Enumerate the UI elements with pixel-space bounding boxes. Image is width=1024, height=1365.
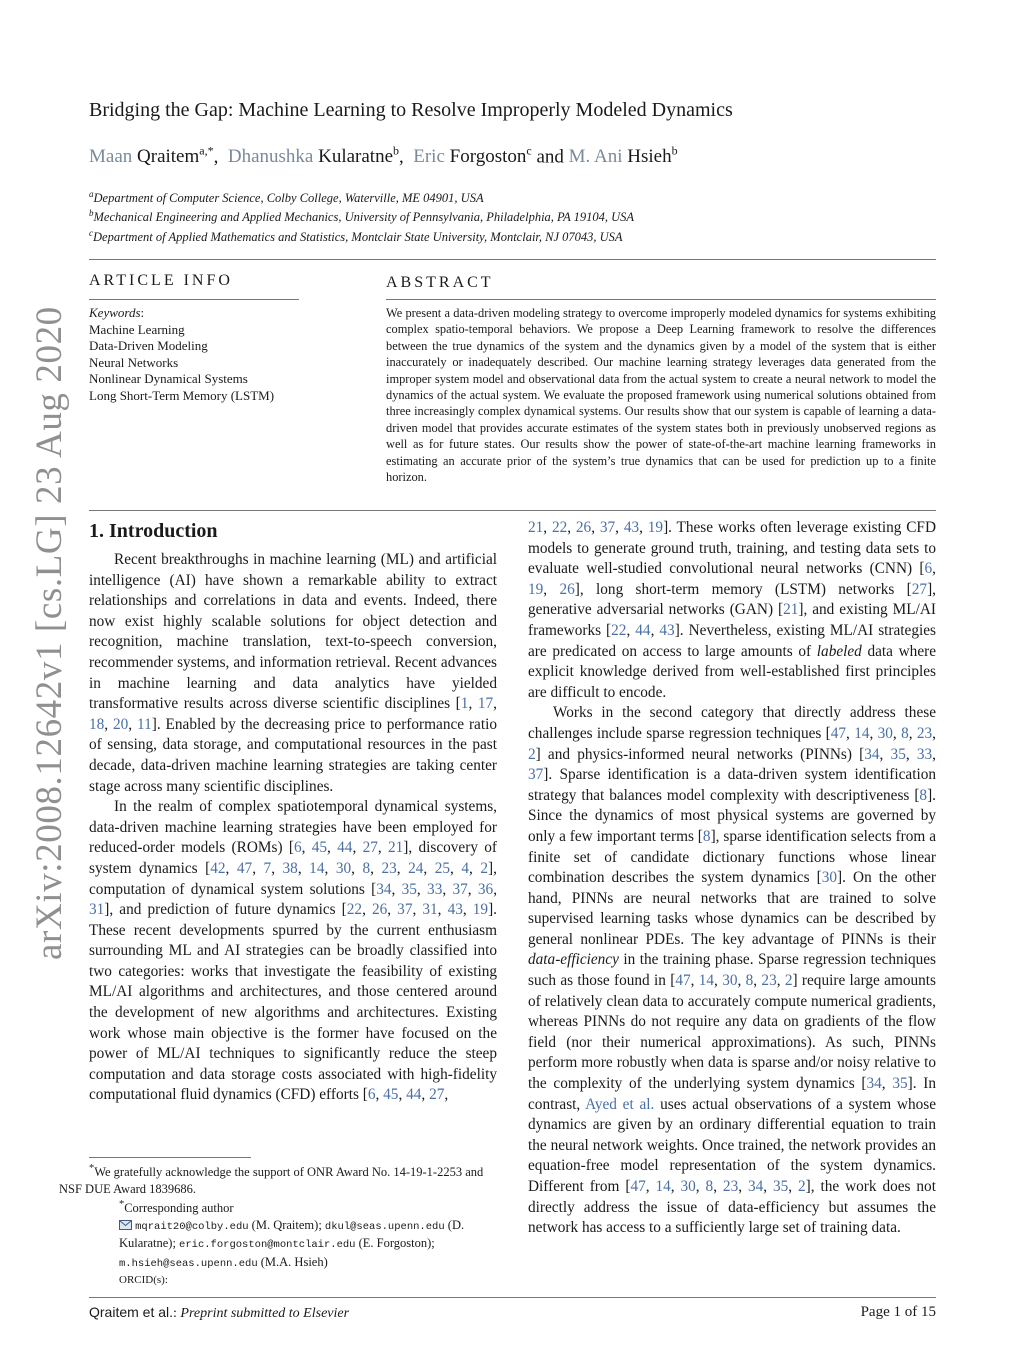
body-text: ,	[104, 715, 113, 733]
body-text: ,	[462, 901, 473, 919]
citation-link[interactable]: 26	[575, 519, 592, 536]
body-text: ,	[493, 880, 498, 898]
citation-link[interactable]: 35	[401, 880, 417, 898]
body-text: ,	[391, 880, 402, 898]
citation-link[interactable]: 27	[911, 580, 928, 598]
citation-link[interactable]: 44	[635, 621, 651, 639]
body-text: ,	[352, 839, 363, 857]
body-text: ,	[416, 880, 428, 898]
body-text: ]. Sparse identification is a data-driven system identification strategy that balances model complexity with descriptiveness [	[528, 766, 936, 804]
citation-link[interactable]: 1	[460, 695, 469, 713]
body-text: ,	[695, 1178, 706, 1195]
body-text: ], computation of dynamical system solutions [	[89, 859, 497, 898]
body-text: ,	[905, 745, 917, 763]
body-text: ,	[375, 1086, 384, 1104]
citation-link[interactable]: 6	[293, 839, 302, 857]
body-text: ,	[650, 621, 660, 639]
orcid-label: ORCID(s):	[119, 1274, 168, 1287]
body-text: ,	[493, 695, 497, 713]
citation-link[interactable]: 43	[623, 519, 640, 536]
citation-link[interactable]: 36	[477, 880, 494, 898]
body-text: ,	[881, 1075, 893, 1093]
email-link[interactable]: m.hsieh@seas.upenn.edu	[119, 1257, 258, 1270]
left-column-body	[89, 550, 497, 1106]
citation-link[interactable]: 47	[830, 724, 847, 742]
citation-link[interactable]: 2	[528, 745, 536, 763]
citation-link[interactable]: 33	[427, 880, 443, 898]
body-text: ,	[396, 859, 409, 877]
body-text: ,	[908, 724, 917, 742]
paper-title: Bridging the Gap: Machine Learning to Resolve Improperly Modeled Dynamics	[89, 99, 733, 121]
body-text: ], long short-term memory (LSTM) networks [	[574, 580, 912, 598]
body-text: ,	[437, 901, 448, 919]
citation-link[interactable]: 23	[381, 859, 397, 877]
body-text: uses actual observations of a system whose dynamics are given by an ordinary differential equation to train the neural network weights. Once trained, the network provides an equation-free model representation of the system dynamics. Different from [	[528, 1095, 937, 1195]
affiliation-c: $^c$Department of Applied Mathematics and Statistics, Montclair State University, Montclair, NJ 07043, USA	[89, 228, 623, 245]
body-text: ,	[737, 972, 746, 990]
citation-link[interactable]: 6	[367, 1086, 376, 1104]
body-text: ]. On the other hand, PINNs are neural networks that are trained to solve supervised learning tasks whose dynamics can be described by general nonlinear PDEs. The key advantage of PINNs is their	[528, 869, 936, 948]
body-text: ]. In contrast,	[528, 1075, 936, 1113]
right-column-body	[528, 518, 936, 1239]
body-text: ,	[467, 880, 478, 898]
citation-link[interactable]: 34	[747, 1178, 764, 1195]
body-paragraph	[528, 518, 936, 703]
citation-link[interactable]: 14	[698, 972, 715, 990]
citation-link[interactable]: 19	[528, 580, 544, 598]
body-text: ,	[301, 839, 312, 857]
citation-link[interactable]: 34	[864, 745, 880, 763]
citation-link[interactable]: 43	[659, 621, 675, 639]
citation-link[interactable]: 19	[472, 901, 489, 919]
body-text: ] require large amounts of relatively clean data to accurately compute numerical gradients, whereas PINNs do not require any data on gradients of the flow field (nor their numerical approximations). As such, PINNs perform more robustly when data is sparse and/or noisy relative to the complexity of the underlying system dynamics [	[528, 972, 936, 1093]
citation-link[interactable]: 27	[429, 1086, 445, 1104]
acknowledgement-footnote: *We gratefully acknowledge the support of ONR Award No. 14-19-1-2253 and NSF DUE Award 1839686.	[59, 1163, 484, 1196]
citation-link[interactable]: 21	[387, 839, 404, 857]
citation-link[interactable]: 22	[551, 519, 568, 536]
footnote-rule	[89, 1157, 251, 1158]
body-text: ,	[469, 859, 481, 877]
body-text: ,	[442, 880, 453, 898]
citation-link[interactable]: 35	[892, 1075, 908, 1093]
citation-link[interactable]: 24	[408, 859, 424, 877]
body-text: ]. These recent developments spurred by the current enthusiasm surrounding ML and AI strategies can be broadly classified into two categories: works that investigate the feasibility of existing ML/AI algorithms and architectures, and those centered around the development of new algorithms and architectures. Existing work whose main objective is the former have focused on the power of ML/AI techniques to significantly reduce the steep computation and data storage costs associated with high-fidelity computational fluid dynamics (CFD) efforts [	[89, 901, 497, 1104]
citation-link[interactable]: 22	[346, 901, 363, 919]
citation-link[interactable]: 4	[461, 859, 470, 877]
body-text: ,	[128, 715, 137, 733]
citation-link[interactable]: 44	[337, 839, 353, 857]
body-text: ,	[932, 560, 936, 578]
citation-link[interactable]: 23	[916, 724, 933, 742]
keywords-label: Keywords	[89, 305, 141, 320]
body-text: ,	[370, 859, 382, 877]
body-text: ,	[714, 972, 723, 990]
author-4[interactable]: M. Ani Hsieh$^b$	[568, 144, 678, 168]
body-text: ,	[271, 859, 283, 877]
body-text: ,	[626, 621, 636, 639]
body-text: ,	[327, 839, 338, 857]
citation-link[interactable]: 14	[655, 1178, 671, 1195]
keyword-item: Nonlinear Dynamical Systems	[89, 371, 248, 386]
author-3[interactable]: Eric Forgoston$^c$	[413, 144, 532, 168]
citation-link[interactable]: 21	[783, 601, 799, 619]
citation-link[interactable]: 38	[282, 859, 298, 877]
citation-link[interactable]: 26	[371, 901, 388, 919]
body-text: ,	[753, 972, 762, 990]
body-text: ]. Nevertheless, existing ML/AI strategies are predicated on access to large amounts of	[528, 621, 936, 660]
citation-link[interactable]: 19	[647, 519, 664, 536]
body-text: ,	[543, 519, 552, 536]
footer-running-head: Qraitem et al.: Preprint submitted to Elsevier	[89, 1304, 350, 1321]
abstract-text: We present a data-driven modeling strategy to overcome improperly modeled dynamics for systems exhibiting complex spatio-temporal behaviors. We propose a Deep Learning framework to resolve the differences between the true dynamics of the system and the dynamics given by a model of the system that is either inaccurately or inadequately described. Our machine learning strategy leverages data generated from the improper system model and observational data from the actual system to create a neural network to model the dynamics of the actual system. We evaluate the proposed framework using numerical solutions obtained from three increasingly complex dynamical systems. Our results show that our system is capable of learning a data-driven model that provides accurate estimates of the system states both in previously unobserved regions as well as for future states. Our results show the power of state-of-the-art machine learning frameworks in estimating an accurate prior of the system’s true dynamics that can be used for prediction up to a finite horizon.	[386, 306, 936, 485]
body-text: ], and existing ML/AI frameworks [	[528, 601, 936, 639]
body-text: ,	[252, 859, 264, 877]
citation-link[interactable]: 8	[745, 972, 754, 990]
footnotes	[59, 1161, 499, 1289]
author-1[interactable]: Maan Qraitem$^{a,*}$	[89, 144, 214, 168]
citation-link[interactable]: 33	[916, 745, 933, 763]
footer-rule	[89, 1297, 936, 1298]
arxiv-side-stamp: arXiv:2008.12642v1 [cs.LG] 23 Aug 2020	[29, 306, 70, 960]
body-text: ,	[892, 724, 902, 742]
citation-link[interactable]: 30	[335, 859, 352, 877]
body-text: ,	[738, 1178, 748, 1195]
citation-link[interactable]: 30	[821, 869, 838, 887]
body-text: ]. These works often leverage existing CFD models to generate ground truth, training, and testing data sets to evaluate well-studied convolutional neural networks (CNN) [	[528, 519, 936, 578]
corresponding-author-footnote: *Corresponding author	[119, 1199, 234, 1216]
email-footnote: mqrait20@colby.edu (M. Qraitem); dkul@seas.upenn.edu (D. Kularatne); eric.forgoston@montclair.edu (E. Forgoston); m.hsieh@seas.upenn.edu (M.A. Hsieh)	[119, 1217, 465, 1270]
citation-link[interactable]: 30	[680, 1178, 696, 1195]
citation-link[interactable]: 23	[761, 972, 777, 990]
body-text: ,	[713, 1178, 723, 1195]
body-text: ,	[468, 695, 478, 713]
body-text: ,	[324, 859, 336, 877]
body-text: ,	[567, 519, 576, 536]
citation-link[interactable]: 45	[383, 1086, 399, 1104]
body-text: ], and prediction of future dynamics [	[104, 901, 347, 919]
body-text: ,	[639, 519, 648, 536]
article-info-heading: ARTICLE INFO	[89, 272, 233, 289]
citation-link[interactable]: 34	[376, 880, 392, 898]
email-link[interactable]: mqrait20@colby.edu	[135, 1220, 249, 1233]
body-text: ,	[450, 859, 462, 877]
body-text: ,	[645, 1178, 656, 1195]
citation-link[interactable]: 23	[722, 1178, 739, 1195]
header-divider	[89, 259, 936, 260]
citation-link[interactable]: 26	[559, 580, 575, 598]
citation-link[interactable]: 34	[866, 1075, 882, 1093]
citation-link[interactable]: 8	[919, 786, 928, 804]
citation-link[interactable]: 17	[477, 695, 494, 713]
citation-link[interactable]: 18	[89, 715, 105, 733]
citation-link[interactable]: Ayed et al.	[585, 1095, 655, 1113]
citation-link[interactable]: 7	[263, 859, 272, 877]
citation-link[interactable]: 6	[924, 560, 933, 578]
keyword-item: Long Short-Term Memory (LSTM)	[89, 387, 275, 403]
body-text: ,	[690, 972, 699, 990]
citation-link[interactable]: 37	[452, 880, 468, 898]
article-info-rule	[89, 299, 299, 300]
body-text: ,	[879, 745, 891, 763]
body-text: ,	[421, 1086, 430, 1104]
body-text: ,	[225, 859, 237, 877]
abstract-rule	[386, 299, 936, 300]
citation-link[interactable]: 42	[210, 859, 226, 877]
body-text: ,	[763, 1178, 773, 1195]
citation-link[interactable]: 11	[137, 715, 152, 733]
body-text: ,	[776, 972, 785, 990]
email-link[interactable]: dkul@seas.upenn.edu	[324, 1220, 445, 1233]
body-text: In the realm of complex spatiotemporal dynamical systems, data-driven machine learning strategies have been employed for reduced-order models (ROMs) [	[89, 798, 497, 857]
citation-link[interactable]: 8	[705, 1178, 714, 1195]
citation-link[interactable]: 31	[422, 901, 438, 919]
body-text: ,	[869, 724, 878, 742]
body-text: ,	[423, 859, 435, 877]
citation-link[interactable]: 14	[854, 724, 870, 742]
body-text: ]. Enabled by the decreasing price to performance ratio of sensing, data storage, and computational resources in the past decade, data-driven machine learning strategies are taking center stage across many scientific disciplines.	[89, 715, 497, 795]
citation-link[interactable]: 47	[675, 972, 691, 990]
section-heading-introduction: 1. Introduction	[89, 520, 218, 542]
author-list: Maan Qraitem$^{a,*}$, Dhanushka Kularatne$^b$, Eric Forgoston$^c$ and M. Ani Hsieh$^b$	[89, 144, 678, 168]
body-text: ,	[351, 859, 363, 877]
body-text: data where explicit knowledge derived from well-established first principles are difficult to encode.	[528, 642, 936, 701]
citation-link[interactable]: 47	[630, 1178, 646, 1195]
body-text: ,	[362, 901, 372, 919]
citation-link[interactable]: 8	[702, 827, 711, 845]
body-text: Recent breakthroughs in machine learning (ML) and artificial intelligence (AI) have shown a remarkable ability to extract relationships and correlations in data and events. Indeed, there now exist highly scalable solutions for object detection and recognition, machine translation, text-to-speech conversion, recommender systems, and information retrieval. Recent advances in machine learning and data analytics have yielded transformative results across diverse scientific disciplines [	[89, 551, 497, 713]
body-text: ,	[377, 839, 388, 857]
citation-link[interactable]: 22	[611, 621, 627, 639]
citation-link[interactable]: 2	[480, 859, 489, 877]
citation-link[interactable]: 27	[362, 839, 378, 857]
body-text: Works in the second category that directly address these challenges include sparse regression techniques [	[528, 704, 936, 742]
citation-link[interactable]: 2	[798, 1178, 806, 1195]
citation-link[interactable]: 43	[447, 901, 463, 919]
keyword-item: Neural Networks	[89, 354, 179, 370]
citation-link[interactable]: 37	[397, 901, 413, 919]
body-text: ,	[444, 1086, 449, 1104]
body-text: ,	[591, 519, 600, 536]
citation-link[interactable]: 30	[877, 724, 893, 742]
citation-link[interactable]: 2	[784, 972, 793, 990]
body-text: ,	[932, 724, 936, 742]
affiliation-b: $^b$Mechanical Engineering and Applied Mechanics, University of Pennsylvania, Philadelphia, PA 19104, USA	[89, 208, 635, 225]
body-text: ,	[387, 901, 398, 919]
body-text: ], discovery of system dynamics [	[89, 839, 497, 877]
body-text: ,	[297, 859, 310, 877]
body-text: ], sparse identification selects from a finite set of candidate dictionary functions whose linear combination describes the system dynamics [	[528, 827, 936, 887]
body-text: ,	[788, 1178, 799, 1195]
body-text: ,	[412, 901, 423, 919]
page-number: Page 1 of 15	[860, 1304, 936, 1320]
citation-link[interactable]: 8	[901, 724, 909, 742]
body-text: ] and physics-informed neural networks (PINNs) [	[535, 745, 865, 763]
body-text: ], the work does not directly address the issue of data-efficiency but assumes the network has access to a sufficiently large set of training data.	[528, 1178, 936, 1237]
abstract-bottom-divider	[89, 510, 936, 511]
body-text: ], generative adversarial networks (GAN) [	[528, 580, 936, 619]
abstract-heading: ABSTRACT	[386, 274, 494, 291]
citation-link[interactable]: 31	[89, 901, 105, 919]
citation-link[interactable]: 14	[309, 859, 325, 877]
body-paragraph	[89, 550, 497, 797]
email-link[interactable]: eric.forgoston@montclair.edu	[179, 1239, 356, 1252]
citation-link[interactable]: 35	[772, 1178, 789, 1195]
citation-link[interactable]: 44	[406, 1086, 422, 1104]
citation-link[interactable]: 8	[362, 859, 371, 877]
keywords-block: Keywords: Machine Learning Data-Driven Modeling Neural Networks Nonlinear Dynamical Systems Long Short-Term Memory (LSTM)	[89, 305, 275, 403]
body-text: ,	[670, 1178, 681, 1195]
emphasis-text: data-efficiency	[528, 951, 619, 969]
citation-link[interactable]: 37	[599, 519, 616, 536]
author-2[interactable]: Dhanushka Kularatne$^b$	[227, 144, 399, 168]
citation-link[interactable]: 25	[434, 859, 451, 877]
body-text: ,	[932, 745, 936, 763]
body-text: ,	[846, 724, 855, 742]
body-text: in the training phase. Sparse regression techniques such as those found in [	[528, 951, 936, 990]
citation-link[interactable]: 30	[722, 972, 738, 990]
body-text: ,	[398, 1086, 407, 1104]
body-paragraph	[89, 797, 497, 1106]
body-paragraph	[528, 703, 936, 1238]
keyword-item: Data-Driven Modeling	[89, 338, 208, 353]
citation-link[interactable]: 45	[311, 839, 328, 857]
citation-link[interactable]: 21	[528, 519, 544, 536]
citation-link[interactable]: 37	[528, 766, 544, 784]
keyword-item: Machine Learning	[89, 321, 185, 337]
citation-link[interactable]: 47	[236, 859, 253, 877]
body-text: ]. Since the dynamics of most physical systems are governed by only a few important terms [	[528, 786, 936, 845]
emphasis-text: labeled	[816, 642, 862, 660]
envelope-icon	[119, 1220, 132, 1230]
citation-link[interactable]: 20	[113, 715, 129, 733]
citation-link[interactable]: 35	[890, 745, 906, 763]
body-text: ,	[615, 519, 624, 536]
body-text: ,	[543, 580, 560, 598]
affiliation-a: $^a$Department of Computer Science, Colby College, Waterville, ME 04901, USA	[89, 189, 484, 206]
